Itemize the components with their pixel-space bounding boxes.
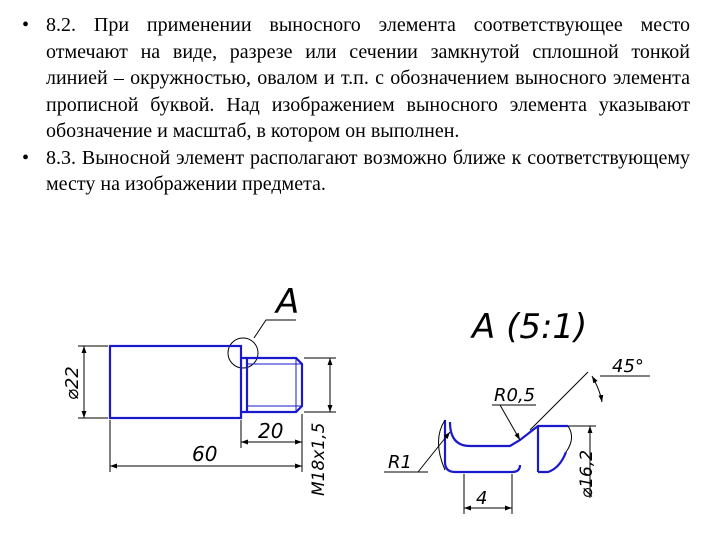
main-view (62, 282, 336, 496)
thread-line (247, 358, 302, 412)
bullet-marker: • (22, 14, 30, 36)
dim-r05-leader (492, 405, 536, 440)
dim-angle-45-text: 45° (612, 356, 644, 377)
dim-thread-m18-text: M18x1,5 (309, 422, 329, 496)
dim-diameter-22-text: ⌀22 (62, 366, 83, 400)
leader-letter: А (276, 282, 300, 322)
detail-title: А (5:1) (472, 307, 588, 347)
bullet-marker: • (22, 146, 30, 169)
bullet-text: 8.2. При применении выносного элемента соответствующее место отмечают на виде, разрезе или сечении замкнутой сплошной тонкой линией – окружностью, овалом и т.п. с обозначением выносного элемента прописной буквой. Над изображением выносного элемента указывают обозначение и масштаб, в котором он выполнен. (46, 14, 690, 142)
leader-line (254, 320, 296, 338)
dim-thread-length-20-text: 20 (258, 419, 284, 443)
dim-thread-m18 (304, 358, 336, 412)
dim-r1-text: R1 (388, 452, 412, 473)
dim-angle-45 (530, 372, 650, 430)
dim-diameter-16-text: ⌀16,2 (577, 449, 597, 498)
detail-view (384, 307, 650, 514)
part-outline (110, 346, 302, 418)
dim-width-4-text: 4 (476, 488, 488, 509)
dim-r05-text: R0,5 (494, 385, 536, 406)
bullet-text: 8.3. Выносной элемент располагают возможно ближе к соответствующему месту на изображении предмета. (46, 146, 690, 195)
dim-length-60-text: 60 (192, 442, 218, 466)
groove-profile (445, 420, 568, 472)
dim-width-4 (464, 474, 512, 514)
